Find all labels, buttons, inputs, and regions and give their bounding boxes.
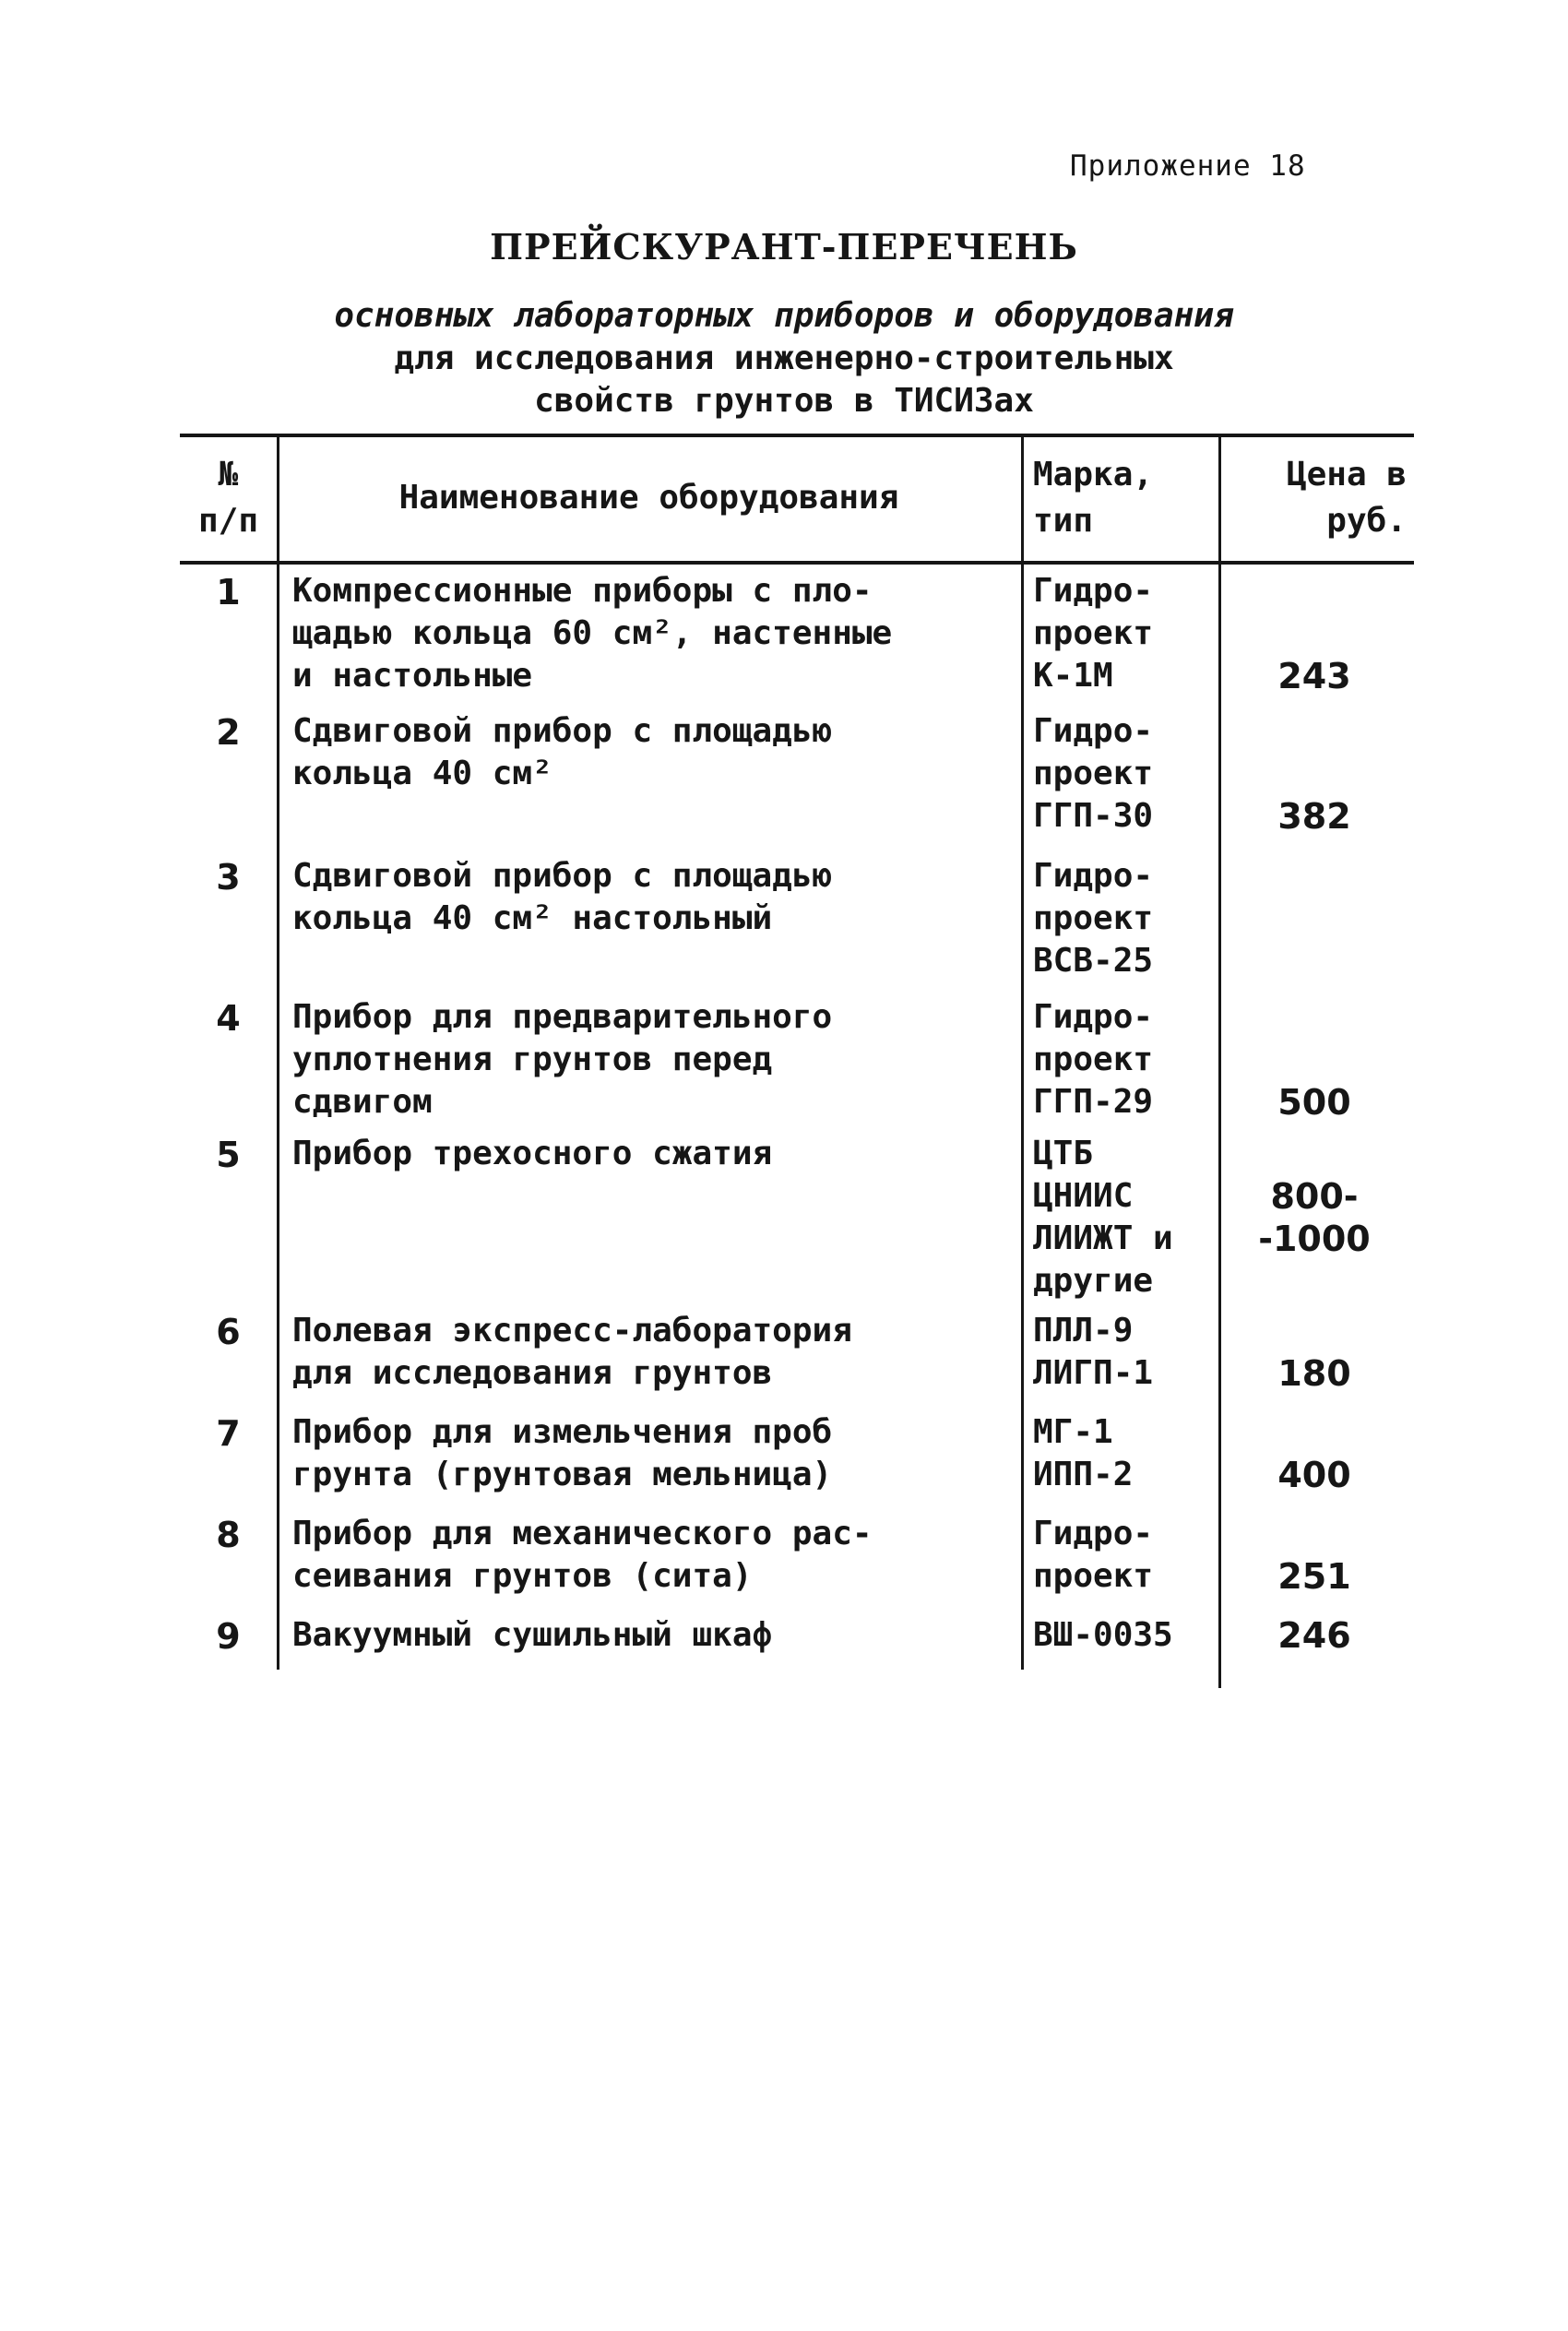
table-top-rule [180,434,1414,437]
subtitle-line-2: для исследования инженерно-строительных [394,339,1174,377]
header-name: Наименование оборудования [398,479,899,517]
row-num: 9 [216,1616,241,1657]
header-mark: Марка, тип [1033,456,1154,540]
row-price: 251 [1277,1556,1351,1597]
row-num: 3 [216,857,241,898]
row-num: 1 [216,572,241,612]
row-name: Прибор для механического рас- сеивания грунтов (сита) [292,1515,873,1595]
row-mark: ПЛЛ-9 ЛИГП-1 [1033,1312,1154,1392]
row-price: 800- -1000 [1258,1176,1371,1259]
row-name: Прибор трехосного сжатия [292,1135,773,1172]
row-num: 7 [216,1413,241,1454]
row-price: 382 [1277,796,1351,837]
row-num: 4 [216,998,241,1039]
subtitle-line-1: основных лабораторных приборов и оборудования [334,297,1234,335]
row-name: Вакуумный сушильный шкаф [292,1616,773,1654]
row-price: 246 [1277,1615,1351,1656]
row-mark: Гидро- проект [1033,1515,1154,1595]
document-title: ПРЕЙСКУРАНТ-ПЕРЕЧЕНЬ [490,226,1078,268]
appendix-label: Приложение 18 [1070,149,1306,183]
price-list-table [180,434,1414,1688]
row-price: 180 [1277,1353,1351,1394]
column-divider-2 [1021,434,1024,1670]
row-price: 243 [1277,656,1351,696]
row-price: 400 [1277,1455,1351,1495]
row-num: 8 [216,1515,241,1555]
row-mark: МГ-1 ИПП-2 [1033,1413,1134,1493]
row-mark: Гидро- проект К-1М [1033,572,1154,695]
header-num: № п/п [197,456,259,540]
document-subtitle [0,295,1568,422]
row-name: Компрессионные приборы с пло- щадью кольца 60 см², настенные и настольные [292,572,893,695]
column-divider-3 [1218,434,1221,1688]
row-name: Сдвиговой прибор с площадью кольца 40 см² [292,712,833,792]
row-name: Прибор для измельчения проб грунта (грунтовая мельница) [292,1413,833,1493]
row-num: 2 [216,712,241,753]
row-name: Прибор для предварительного уплотнения грунтов перед сдвигом [292,998,833,1121]
row-mark: Гидро- проект ГГП-29 [1033,998,1154,1121]
row-mark: ЦТБ ЦНИИС ЛИИЖТ и другие [1033,1135,1173,1300]
row-num: 6 [216,1312,241,1352]
row-num: 5 [216,1135,241,1175]
row-mark: Гидро- проект ГГП-30 [1033,712,1154,835]
row-mark: ВШ-0035 [1033,1616,1173,1654]
subtitle-line-3: свойств грунтов в ТИСИЗах [534,382,1034,420]
column-divider-1 [277,434,279,1670]
header-price: Цена в руб. [1286,456,1407,540]
table-header-rule [180,561,1414,565]
row-mark: Гидро- проект ВСВ-25 [1033,857,1154,980]
row-price: 500 [1277,1082,1351,1123]
row-name: Сдвиговой прибор с площадью кольца 40 см² настольный [292,857,833,937]
row-name: Полевая экспресс-лаборатория для исследования грунтов [292,1312,852,1392]
